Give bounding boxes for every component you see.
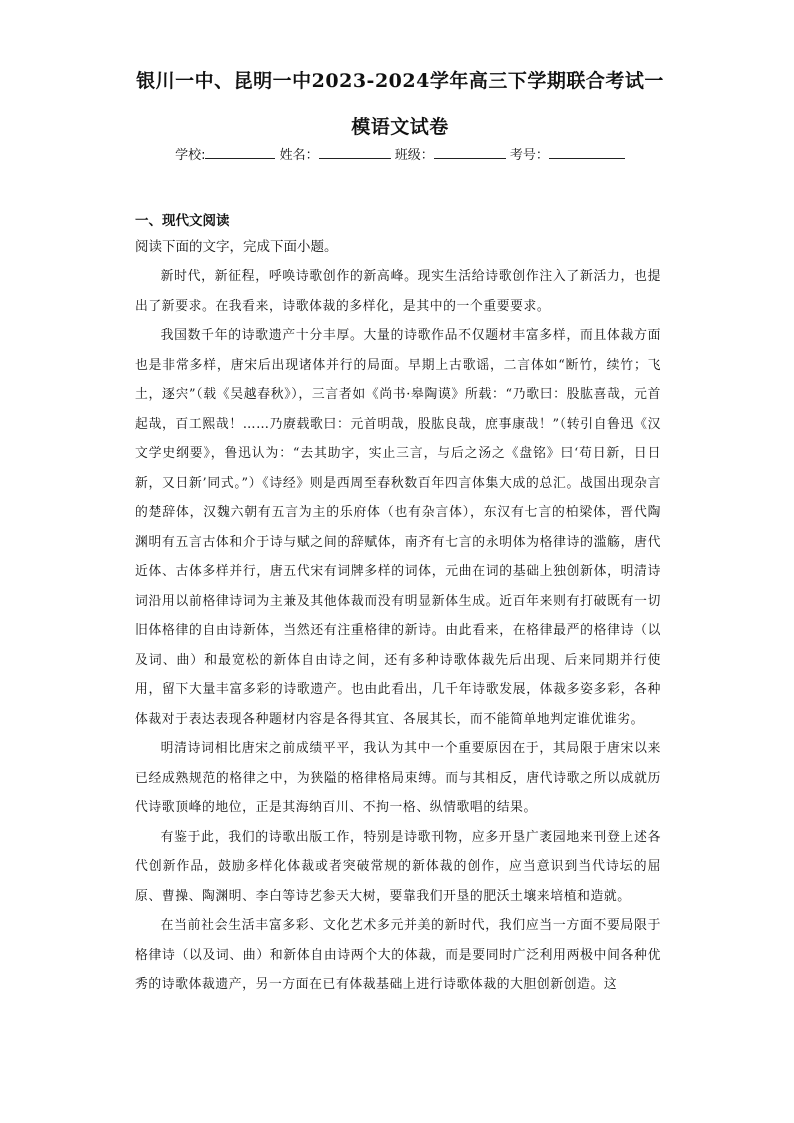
name-label: 姓名： <box>279 148 319 163</box>
section-instruction: 阅读下面的文字，完成下面小题。 <box>135 239 338 255</box>
passage-paragraph: 新时代，新征程，呼唤诗歌创作的新高峰。现实生活给诗歌创作注入了新活力，也提出了新要求。在我看来，诗歌体裁的多样化，是其中的一个重要要求。 <box>135 269 661 314</box>
school-blank <box>205 146 275 159</box>
passage-paragraph: 在当前社会生活丰富多彩、文化艺术多元并美的新时代，我们应当一方面不要局限于格律诗（以及词、曲）和新体自由诗两个大的体裁，而是要同时广泛利用两极中间各种优秀的诗歌体裁遗产，另一方面在已有体裁基础上进行诗歌体裁的大胆创新创造。这 <box>135 918 661 992</box>
name-blank <box>319 146 391 159</box>
section-heading: 一、现代文阅读 <box>135 213 230 229</box>
exam-title-line1: 银川一中、昆明一中2023-2024学年高三下学期联合考试一 <box>136 70 664 92</box>
exam-title-line2: 模语文试卷 <box>351 116 449 138</box>
reading-passage <box>135 262 661 1000</box>
exam-number-blank <box>549 146 625 159</box>
school-label: 学校: <box>175 148 206 163</box>
passage-paragraph: 明清诗词相比唐宋之前成绩平平，我认为其中一个重要原因在于，其局限于唐宋以来已经成熟规范的格律之中，为狭隘的格律格局束缚。而与其相反，唐代诗歌之所以成就历代诗歌顶峰的地位，正是其海纳百川、不拘一格、纵情歌唱的结果。 <box>135 741 661 815</box>
student-info-row <box>150 144 650 163</box>
exam-number-label: 考号： <box>509 148 549 163</box>
class-blank <box>434 146 506 159</box>
class-label: 班级： <box>394 148 434 163</box>
passage-paragraph: 有鉴于此，我们的诗歌出版工作，特别是诗歌刊物，应多开垦广袤园地来刊登上述各代创新作品，鼓励多样化体裁或者突破常规的新体裁的创作，应当意识到当代诗坛的屈原、曹操、陶渊明、李白等诗艺参天大树，要靠我们开垦的肥沃土壤来培植和造就。 <box>135 829 661 904</box>
passage-paragraph: 我国数千年的诗歌遗产十分丰厚。大量的诗歌作品不仅题材丰富多样，而且体裁方面也是非常多样，唐宋后出现诸体并行的局面。早期上古歌谣，二言体如“断竹，续竹；飞土，逐宍”（载《吴越春秋》），三言者如《尚书·皋陶谟》所载：“乃歌曰：股肱喜哉，元首起哉，百工熙哉！……乃赓载歌曰：元首明哉，股肱良哉，庶事康哉！”（转引自鲁迅《汉文学史纲要》，鲁迅认为：“去其助字，实止三言，与后之汤之《盘铭》曰‘苟日新，日日新，又日新’同式。”）《诗经》则是西周至春秋数百年四言体集大成的总汇。战国出现杂言的楚辞体，汉魏六朝有五言为主的乐府体（也有杂言体），东汉有七言的柏梁体，晋代陶渊明有五言古体和介于诗与赋之间的辞赋体，南齐有七言的永明体为格律诗的滥觞，唐代近体、古体多样并行，唐五代宋有词牌多样的词体，元曲在词的基础上独创新体，明清诗词沿用以前格律诗词为主兼及其他体裁而没有明显新体生成。近百年来则有打破既有一切旧体格律的自由诗新体，当然还有注重格律的新诗。由此看来，在格律最严的格律诗（以及词、曲）和最宽松的新体自由诗之间，还有多种诗歌体裁先后出现、后来同期并行使用，留下大量丰富多彩的诗歌遗产。也由此看出，几千年诗歌发展，体裁多姿多彩，各种体裁对于表达表现各种题材内容是各得其宜、各展其长，而不能简单地判定谁优谁劣。 <box>135 328 661 727</box>
